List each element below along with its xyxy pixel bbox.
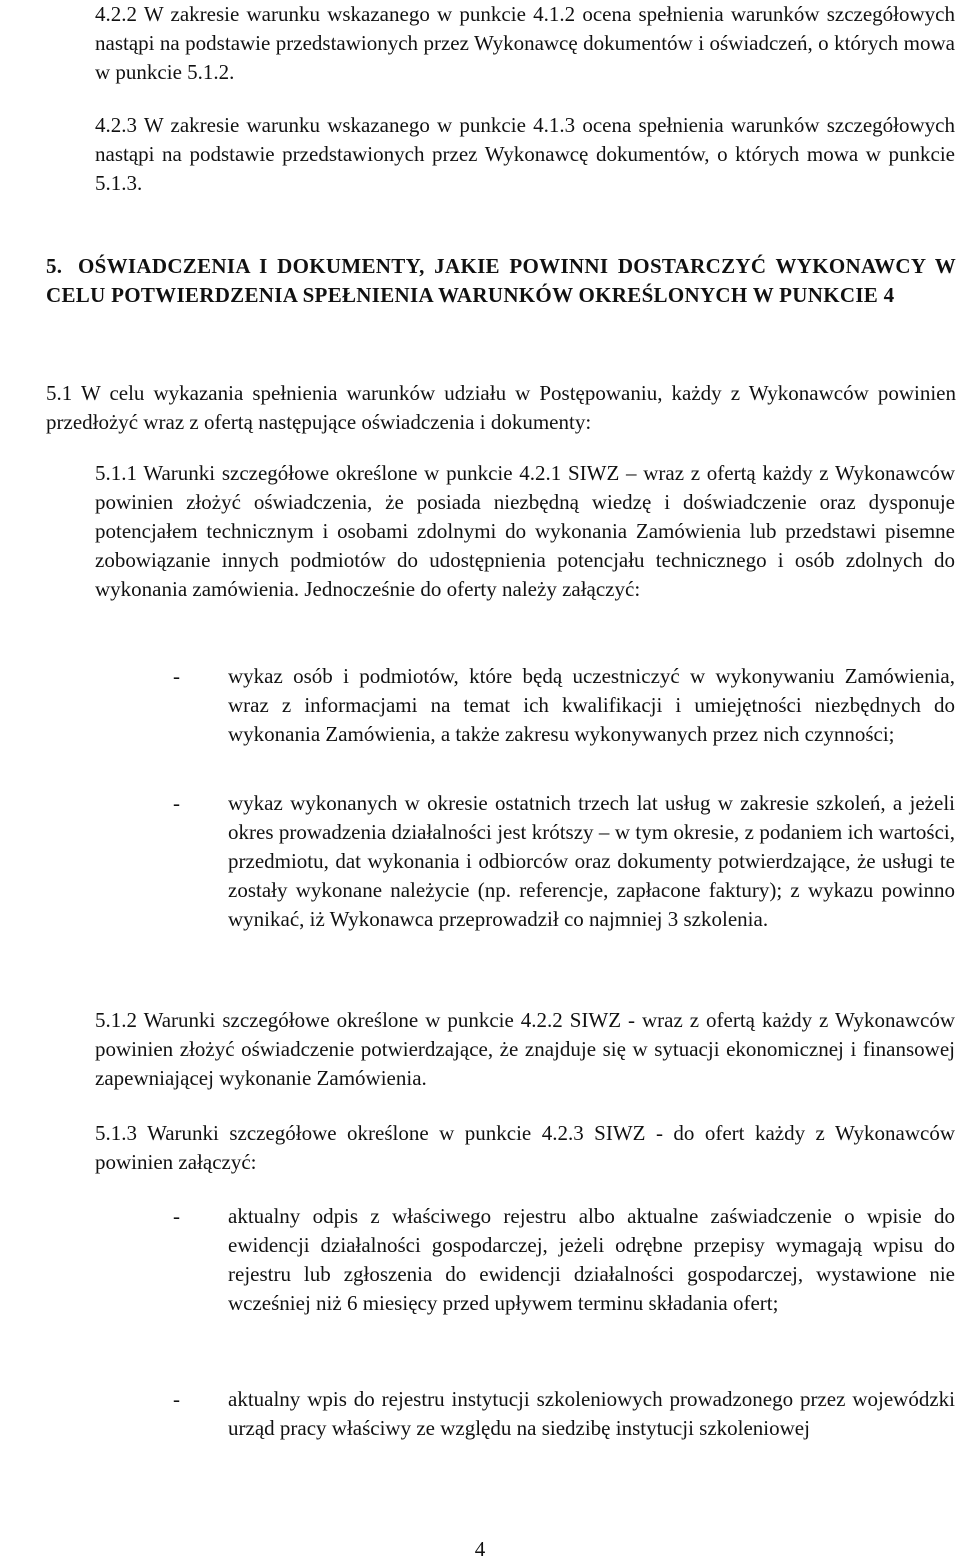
- paragraph-5-1: [46, 379, 956, 437]
- list-dash: -: [173, 1387, 180, 1411]
- section-5-title: OŚWIADCZENIA I DOKUMENTY, JAKIE POWINNI DOSTARCZYĆ WYKONAWCY W CELU POTWIERDZENIA SPEŁNIENIA WARUNKÓW OKREŚLONYCH W PUNKCIE 4: [46, 254, 956, 307]
- list-item: [95, 1202, 955, 1318]
- page-number: 4: [474, 1537, 486, 1561]
- paragraph-4-2-2: [95, 0, 955, 87]
- paragraph-5-1-3: [95, 1119, 955, 1177]
- paragraph-5-1-1-text: 5.1.1 Warunki szczegółowe określone w punkcie 4.2.1 SIWZ – wraz z ofertą każdy z Wykonawców powinien złożyć oświadczenia, że posiada niezbędną wiedzę i doświadczenie oraz dysponuje potencjałem technicznym i osobami zdolnymi do wykonania Zamówienia lub przedstawi pisemne zobowiązanie innych podmiotów do udostępnienia potencjału technicznego i osób zdolnych do wykonania zamówienia. Jednocześnie do oferty należy załączyć:: [95, 461, 955, 601]
- paragraph-5-1-2-text: 5.1.2 Warunki szczegółowe określone w punkcie 4.2.2 SIWZ - wraz z ofertą każdy z Wykonawców powinien złożyć oświadczenie potwierdzające, że znajduje się w sytuacji ekonomicznej i finansowej zapewniającej wykonanie Zamówienia.: [95, 1008, 955, 1090]
- list-dash: -: [173, 791, 180, 815]
- section-5-number: 5.: [46, 254, 63, 278]
- list-item-text: aktualny wpis do rejestru instytucji szkoleniowych prowadzonego przez wojewódzki urząd pracy właściwy ze względu na siedzibę instytucji szkoleniowej: [228, 1387, 955, 1440]
- paragraph-4-2-3-text: 4.2.3 W zakresie warunku wskazanego w punkcie 4.1.3 ocena spełnienia warunków szczegółowych nastąpi na podstawie przedstawionych przez Wykonawcę dokumentów, o których mowa w punkcie 5.1.3.: [95, 113, 955, 195]
- section-5-heading: [46, 252, 956, 310]
- paragraph-5-1-3-text: 5.1.3 Warunki szczegółowe określone w punkcie 4.2.3 SIWZ - do ofert każdy z Wykonawców powinien załączyć:: [95, 1121, 955, 1174]
- paragraph-4-2-3: [95, 111, 955, 198]
- paragraph-5-1-2: [95, 1006, 955, 1093]
- list-dash: -: [173, 1204, 180, 1228]
- paragraph-5-1-1: [95, 459, 955, 604]
- list-item: [95, 662, 955, 749]
- list-item-text: wykaz osób i podmiotów, które będą uczestniczyć w wykonywaniu Zamówienia, wraz z informacjami na temat ich kwalifikacji i umiejętności niezbędnych do wykonania Zamówienia, a także zakresu wykonywanych przez nich czynności;: [228, 664, 955, 746]
- list-item-text: aktualny odpis z właściwego rejestru albo aktualne zaświadczenie o wpisie do ewidencji działalności gospodarczej, jeżeli odrębne przepisy wymagają wpisu do rejestru lub zgłoszenia do ewidencji działalności gospodarczej, wystawione nie wcześniej niż 6 miesięcy przed upływem terminu składania ofert;: [228, 1204, 955, 1315]
- list-item: [95, 1385, 955, 1443]
- paragraph-5-1-text: 5.1 W celu wykazania spełnienia warunków udziału w Postępowaniu, każdy z Wykonawców powinien przedłożyć wraz z ofertą następujące oświadczenia i dokumenty:: [46, 381, 956, 434]
- paragraph-4-2-2-text: 4.2.2 W zakresie warunku wskazanego w punkcie 4.1.2 ocena spełnienia warunków szczegółowych nastąpi na podstawie przedstawionych przez Wykonawcę dokumentów i oświadczeń, o których mowa w punkcie 5.1.2.: [95, 2, 955, 84]
- list-item-text: wykaz wykonanych w okresie ostatnich trzech lat usług w zakresie szkoleń, a jeżeli okres prowadzenia działalności jest krótszy – w tym okresie, z podaniem ich wartości, przedmiotu, dat wykonania i odbiorców oraz dokumenty potwierdzające, że usługi te zostały wykonane należycie (np. referencje, zapłacone faktury); z wykazu powinno wynikać, iż Wykonawca przeprowadził co najmniej 3 szkolenia.: [228, 791, 955, 931]
- list-dash: -: [173, 664, 180, 688]
- list-item: [95, 789, 955, 934]
